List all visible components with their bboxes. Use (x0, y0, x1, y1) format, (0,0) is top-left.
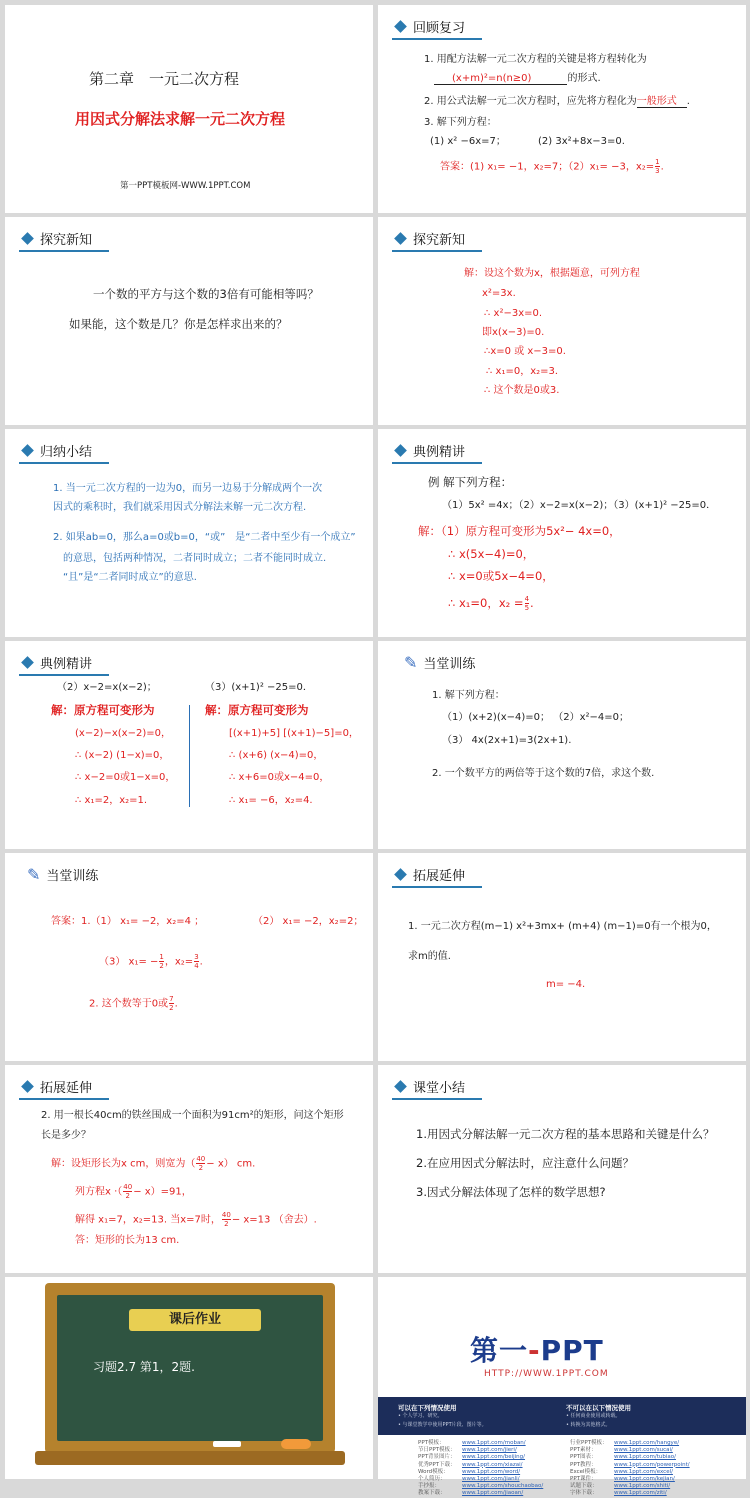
answer-text: 答案：(1) x₁= −1，x₂=7；（2）x₁= −3，x₂= (440, 161, 655, 173)
numerator: 1 (159, 953, 164, 961)
link-anchor[interactable]: www.1ppt.com/moban/ (462, 1440, 526, 1446)
chapter-title: 第二章 一元二次方程 (89, 70, 240, 88)
slide-header (404, 651, 475, 673)
chalkboard-surface (57, 1295, 323, 1441)
slide-header (27, 863, 98, 885)
link-url[interactable] (614, 1483, 670, 1490)
ppt-logo (470, 1329, 604, 1369)
answer-line-1a: 答案：1.（1） x₁= −2，x₂=4 ； (51, 916, 205, 927)
link-url[interactable] (614, 1476, 675, 1483)
header-underline (19, 250, 109, 252)
diamond-icon (394, 20, 407, 33)
numerator: 3 (194, 953, 199, 961)
practice-line: （1）(x+2)(x−4)=0； （2）x²−4=0； (442, 712, 629, 723)
chalk-white (213, 1441, 241, 1447)
link-anchor[interactable]: www.1ppt.com/kejian/ (614, 1476, 675, 1482)
header-label: 当堂训练 (423, 656, 476, 672)
q3a-text: (1) x² −6x=7； (430, 136, 506, 147)
header-label: 归纳小结 (40, 444, 93, 460)
link-label: PPT模板： (418, 1440, 445, 1446)
solution-text: 解得 x₁=7，x₂=13. 当x=7时， (75, 1214, 221, 1226)
header-underline (392, 38, 482, 40)
right-solution: ∴ x₁= −6，x₂=4. (229, 795, 313, 806)
divider-line (189, 705, 190, 807)
example-label: 例 解下列方程： (428, 475, 513, 489)
solution-text: − x=13 （舍去）. (231, 1214, 317, 1226)
slide-header (392, 15, 465, 37)
link-label: 优秀PPT下载： (418, 1461, 456, 1468)
slide-header (19, 439, 92, 461)
q1-answer-line (434, 72, 601, 86)
slide-header (19, 651, 92, 673)
q1-answer: (x+m)²=n(n≥0) (434, 73, 567, 85)
answer-line-3 (89, 995, 178, 1012)
solution-text: − x） cm. (206, 1158, 256, 1170)
link-url[interactable] (462, 1447, 517, 1454)
left-equation: （2）x−2=x(x−2)； (57, 682, 157, 693)
header-underline (392, 1098, 482, 1100)
slide-title (5, 5, 373, 213)
cannot-item: • 任何商业使用或转载。 (566, 1413, 621, 1419)
solution-line: 解：设这个数为x，根据题意，可列方程 (464, 268, 640, 279)
answer-end: . (199, 956, 203, 968)
link-label: 个人简历： (418, 1476, 446, 1482)
denominator: 2 (224, 1220, 229, 1228)
answer-text: ，x₂= (164, 956, 194, 968)
fraction (159, 953, 163, 970)
q3-answer (440, 158, 664, 175)
link-label: PPT课件： (570, 1476, 597, 1482)
header-label: 拓展延伸 (413, 868, 466, 884)
summary-line: 因式的乘积时，我们就采用因式分解法来解一元二次方程. (53, 502, 307, 513)
header-underline (392, 462, 482, 464)
numerator: 40 (221, 1211, 231, 1219)
q2-end: . (686, 96, 690, 107)
slide-explore-2 (378, 217, 746, 425)
link-url[interactable] (614, 1447, 673, 1454)
link-anchor[interactable]: www.1ppt.com/jianli/ (462, 1476, 520, 1482)
link-anchor[interactable]: www.1ppt.com/excel/ (614, 1468, 673, 1475)
diamond-icon (21, 444, 34, 457)
link-anchor[interactable]: www.1ppt.com/shouchaobao/ (462, 1483, 544, 1490)
numerator: 40 (196, 1155, 206, 1163)
slide-example-2 (5, 641, 373, 849)
link-label: 手抄报： (418, 1483, 441, 1490)
link-label: 行业PPT模板： (570, 1440, 608, 1446)
usage-banner (378, 1397, 746, 1435)
link-label: PPT图表： (570, 1454, 597, 1461)
link-url[interactable] (462, 1440, 526, 1447)
q2-answer: 一般形式 (637, 96, 687, 108)
q1-end: 的形式. (567, 73, 601, 84)
denominator: 2 (198, 1164, 204, 1172)
cannot-item: • 转换为其他格式。 (566, 1422, 611, 1428)
slide-practice-1 (378, 641, 746, 849)
link-url[interactable] (462, 1462, 523, 1469)
diamond-icon (394, 232, 407, 245)
practice-line: 1. 解下列方程： (432, 690, 505, 701)
slide-practice-2 (5, 853, 373, 1061)
answer-end: . (174, 998, 178, 1010)
summary-question: 1.用因式分解法解一元二次方程的基本思路和关键是什么？ (416, 1127, 715, 1141)
header-underline (392, 886, 482, 888)
right-solution: 解：原方程可变形为 (205, 703, 309, 717)
link-anchor[interactable]: www.1ppt.com/xiazai/ (462, 1461, 523, 1468)
can-item: • 与课堂教学中使用PPT片段、图片等。 (398, 1422, 487, 1428)
fraction (655, 158, 659, 175)
header-underline (392, 250, 482, 252)
link-anchor[interactable]: www.1ppt.com/ziti/ (614, 1490, 667, 1497)
header-label: 当堂训练 (46, 868, 99, 884)
answer-line-1b: （2） x₁= −2，x₂=2； (253, 916, 364, 927)
q2-text (424, 95, 690, 109)
solution-line: ∴ 这个数是0或3. (484, 385, 560, 396)
slide-explore-1 (5, 217, 373, 425)
solution-line (75, 1211, 317, 1228)
header-label: 课堂小结 (413, 1080, 466, 1096)
link-url[interactable] (462, 1483, 543, 1490)
numerator: 40 (123, 1183, 133, 1191)
solution-end: . (530, 596, 534, 610)
slide-header (392, 1075, 465, 1097)
solution-line: 答：矩形的长为13 cm. (75, 1235, 180, 1246)
solution-text: 列方程x ·（ (75, 1186, 123, 1198)
problem-line: 长是多少？ (41, 1130, 91, 1141)
slide-example-1 (378, 429, 746, 637)
diamond-icon (394, 444, 407, 457)
link-url[interactable] (462, 1469, 520, 1476)
logo-dash: - (528, 1334, 541, 1367)
practice-line: 2. 一个数平方的两倍等于这个数的7倍，求这个数. (432, 768, 655, 779)
link-label: PPT教程： (570, 1461, 597, 1468)
summary-line: “且”是“二者同时成立”的意思. (63, 572, 197, 583)
link-anchor[interactable]: www.1ppt.com/jiaoan/ (462, 1490, 524, 1497)
link-label: PPT背景图片： (418, 1454, 456, 1461)
fraction (169, 995, 173, 1012)
link-anchor[interactable]: www.1ppt.com/hangye/ (614, 1440, 680, 1446)
denominator: 2 (169, 1004, 174, 1012)
solution-text: − x）=91， (133, 1186, 192, 1198)
header-label: 探究新知 (40, 232, 93, 248)
link-label: 试题下载： (570, 1483, 598, 1490)
link-label: 节日PPT模板： (418, 1447, 456, 1454)
problem-line: 2. 用一根长40cm的铁丝围成一个面积为91cm²的矩形，问这个矩形 (41, 1110, 344, 1121)
pencil-icon: ✎ (27, 864, 41, 884)
q3b-text: (2) 3x²+8x−3=0. (538, 136, 625, 147)
slide-ppt-credits (378, 1277, 746, 1497)
link-label: PPT素材： (570, 1447, 597, 1454)
left-solution: ∴ x−2=0或1−x=0， (75, 772, 176, 783)
problem-line: 求m的值. (408, 951, 451, 962)
link-anchor[interactable]: www.1ppt.com/beijing/ (462, 1454, 526, 1461)
logo-part: 第一 (470, 1334, 529, 1367)
link-label: Excel模板： (570, 1468, 602, 1475)
slide-summary (5, 429, 373, 637)
slide-extension-1 (378, 853, 746, 1061)
link-anchor[interactable]: www.1ppt.com/jieri/ (462, 1447, 517, 1454)
link-url[interactable] (614, 1440, 679, 1447)
chalkboard (45, 1283, 335, 1453)
slide-class-summary (378, 1065, 746, 1273)
solution-text: ∴ x₁=0，x₂ = (448, 596, 524, 610)
solution-line: ∴ x(5x−4)=0， (448, 547, 535, 561)
link-anchor[interactable]: www.1ppt.com/sucai/ (614, 1447, 673, 1454)
slide-header (392, 439, 465, 461)
link-url[interactable] (462, 1476, 520, 1483)
q1-text: 1. 用配方法解一元二次方程的关键是将方程转化为 (424, 54, 647, 65)
link-anchor[interactable]: www.1ppt.com/shiti/ (614, 1483, 671, 1490)
slide-review (378, 5, 746, 213)
fraction (222, 1211, 231, 1228)
numerator: 4 (524, 595, 530, 603)
left-solution: ∴ x₁=2，x₂=1. (75, 795, 148, 806)
denominator: 5 (524, 604, 530, 612)
link-anchor[interactable]: www.1ppt.com/word/ (462, 1468, 521, 1475)
question-line-2: 如果能，这个数是几？你是怎样求出来的？ (69, 317, 288, 331)
link-url[interactable] (614, 1454, 676, 1461)
slide-extension-2 (5, 1065, 373, 1273)
solution-line (75, 1183, 192, 1200)
link-label: 教案下载： (418, 1490, 446, 1497)
right-solution: ∴ x+6=0或x−4=0， (229, 772, 330, 783)
header-label: 典例精讲 (40, 656, 93, 672)
fraction (194, 953, 198, 970)
left-solution: 解：原方程可变形为 (51, 703, 155, 717)
solution-line: 解：（1）原方程可变形为5x²− 4x=0， (418, 524, 621, 538)
solution-line: x²=3x. (482, 288, 516, 299)
numerator: 1 (655, 158, 660, 166)
can-title: 可以在下列情况使用 (398, 1404, 457, 1412)
numerator: 7 (169, 995, 174, 1003)
right-solution: [(x+1)+5] [(x+1)−5]=0， (229, 728, 359, 739)
answer-text: 2. 这个数等于0或 (89, 998, 169, 1010)
link-url[interactable] (614, 1462, 690, 1469)
lesson-title: 用因式分解法求解一元二次方程 (75, 110, 286, 128)
header-label: 探究新知 (413, 232, 466, 248)
q3-text: 3. 解下列方程： (424, 117, 497, 128)
homework-text: 习题2.7 第1，2题. (93, 1360, 195, 1374)
denominator: 2 (159, 962, 164, 970)
slide-header (392, 863, 465, 885)
solution-line: 即x(x−3)=0. (482, 327, 545, 338)
diamond-icon (394, 868, 407, 881)
solution-line (51, 1155, 255, 1172)
practice-line: （3） 4x(2x+1)=3(2x+1). (442, 735, 572, 746)
question-line-1: 一个数的平方与这个数的3倍有可能相等吗？ (93, 287, 319, 301)
answer-line-2 (99, 953, 203, 970)
problem-line: 1. 一元二次方程(m−1) x²+3mx+ (m+4) (m−1)=0有一个根为0， (408, 921, 717, 932)
summary-line: 的意思，包括两种情况，二者同时成立；二者不能同时成立. (63, 553, 327, 564)
fraction (123, 1183, 132, 1200)
pencil-icon: ✎ (404, 652, 418, 672)
answer-text: （3） x₁= − (99, 956, 159, 968)
right-solution: ∴ (x+6) (x−4)=0， (229, 750, 324, 761)
summary-line: 1. 当一元二次方程的一边为0，而另一边易于分解成两个一次 (53, 483, 323, 494)
ppt-url: HTTP://WWW.1PPT.COM (484, 1369, 609, 1379)
q2-text-a: 2. 用公式法解一元二次方程时，应先将方程化为 (424, 96, 637, 107)
fraction (196, 1155, 205, 1172)
can-item: • 个人学习、研究。 (398, 1413, 443, 1419)
link-anchor[interactable]: www.1ppt.com/tubiao/ (614, 1454, 676, 1461)
right-equation: （3）(x+1)² −25=0． (205, 682, 313, 693)
answer-end: . (660, 161, 664, 173)
logo-part: PPT (540, 1334, 604, 1367)
chalk-orange (281, 1439, 311, 1449)
link-label: 字体下载： (570, 1490, 598, 1497)
header-label: 典例精讲 (413, 444, 466, 460)
header-underline (19, 462, 109, 464)
fraction (525, 595, 529, 612)
slide-header (19, 227, 92, 249)
problem-answer: m= −4. (546, 979, 586, 990)
link-url[interactable] (462, 1490, 523, 1497)
denominator: 4 (194, 962, 199, 970)
summary-line: 2. 如果ab=0，那么a=0或b=0，“或” 是“二者中至少有一个成立” (53, 532, 356, 543)
summary-question: 3.因式分解法体现了怎样的数学思想? (416, 1185, 606, 1199)
diamond-icon (21, 656, 34, 669)
solution-line: ∴x=0 或 x−3=0. (484, 346, 566, 357)
left-solution: ∴ (x−2) (1−x)=0， (75, 750, 170, 761)
left-solution: (x−2)−x(x−2)=0， (75, 728, 171, 739)
chalk-tray (35, 1451, 345, 1465)
homework-banner: 课后作业 (129, 1309, 261, 1331)
header-underline (19, 1098, 109, 1100)
solution-line: ∴ x²−3x=0. (484, 308, 543, 319)
solution-line: ∴ x=0或5x−4=0， (448, 569, 554, 583)
link-label: Word模板： (418, 1468, 449, 1475)
denominator: 3 (655, 167, 660, 175)
solution-text: 解：设矩形长为x cm，则宽为（ (51, 1158, 196, 1170)
header-underline (19, 674, 109, 676)
link-anchor[interactable]: www.1ppt.com/powerpoint/ (614, 1461, 690, 1468)
cannot-title: 不可以在以下情况使用 (566, 1404, 631, 1412)
solution-line (448, 595, 534, 612)
link-url[interactable] (462, 1454, 525, 1461)
diamond-icon (21, 232, 34, 245)
link-url[interactable] (614, 1469, 673, 1476)
diamond-icon (394, 1080, 407, 1093)
denominator: 2 (125, 1192, 130, 1200)
solution-line: ∴ x₁=0，x₂=3． (486, 366, 565, 377)
header-label: 回顾复习 (413, 20, 466, 36)
link-url[interactable] (614, 1490, 667, 1497)
header-label: 拓展延伸 (40, 1080, 93, 1096)
diamond-icon (21, 1080, 34, 1093)
summary-question: 2.在应用因式分解法时，应注意什么问题？ (416, 1156, 634, 1170)
slide-header (392, 227, 465, 249)
site-credit: 第一PPT模板网-WWW.1PPT.COM (120, 181, 251, 191)
slide-header (19, 1075, 92, 1097)
example-equations: （1）5x² =4x；（2）x−2=x(x−2)；（3）(x+1)² −25=0． (442, 500, 717, 511)
